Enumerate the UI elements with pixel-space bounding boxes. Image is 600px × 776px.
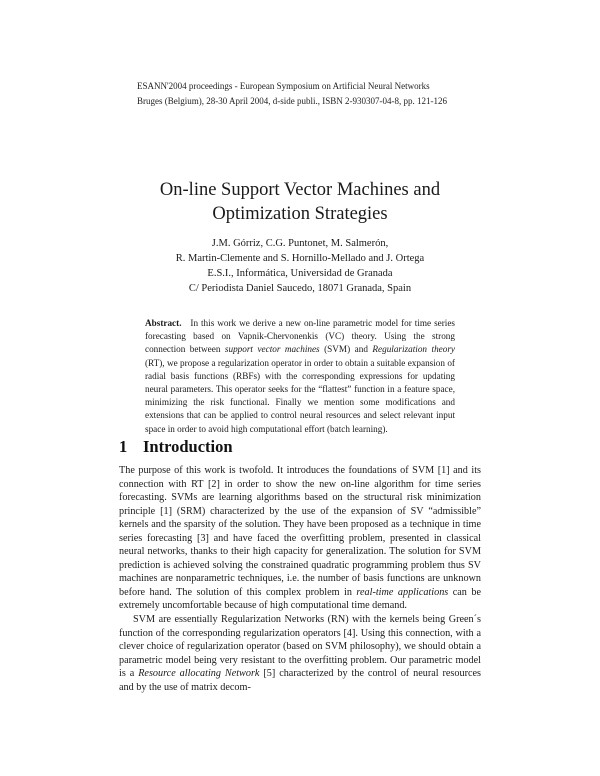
paragraph-2-text-a: SVM are essentially Regularization Networks (RN) with the kernels being Green´s function of the corresponding regularization operators [4]. Using this connection, with a clever choice of regularization operator (based on SVM philosophy), we should obtain a parametric model being very resistant to the overfitting problem. Our parametric model is a bbox=[119, 614, 481, 680]
paragraph-1-text-b: can be extremely uncomfortable because of high computational time demand. bbox=[119, 586, 481, 612]
section-title: Introduction bbox=[143, 437, 233, 456]
abstract bbox=[145, 317, 455, 436]
abstract-text-2: (SVM) and bbox=[319, 344, 373, 355]
authors-line-1: J.M. Górriz, C.G. Puntonet, M. Salmerón, bbox=[211, 238, 389, 249]
header-line-1: ESANN'2004 proceedings - European Symposium on Artificial Neural Networks bbox=[137, 81, 430, 91]
abstract-emphasis-svm: support vector machines bbox=[224, 344, 320, 355]
paragraph-2-text-b: [5] characterized by the control of neural resources and by the use of matrix decom- bbox=[119, 668, 481, 693]
paragraph-2 bbox=[119, 613, 481, 694]
paragraph-1 bbox=[119, 464, 481, 613]
abstract-label: Abstract. bbox=[145, 318, 182, 328]
proceedings-header bbox=[137, 79, 477, 109]
header-line-2: Bruges (Belgium), 28-30 April 2004, d-side publi., ISBN 2-930307-04-8, pp. 121-126 bbox=[137, 96, 447, 106]
body-text bbox=[119, 464, 481, 694]
affiliation-line: E.S.I., Informática, Universidad de Granada bbox=[207, 268, 393, 279]
paragraph-1-text-a: The purpose of this work is twofold. It introduces the foundations of SVM [1] and its connection with RT [2] in order to show the new on-line algorithm for time series forecasting. SVMs are learning algorithms based on the structural risk minimization principle [1] (SRM) characterized by the use of the expansion of SV “admissible” kernels and the sparsity of the solution. They have been proposed as a technique in time series forecasting [3] and have faced the overfitting problem, presented in classical neural networks, thanks to their high capacity for generalization. The solution for SVM prediction is achieved solving the constrained quadratic programming problem thus SV machines are nonparametric techniques, i.e. the number of basis functions are unknown before hand. The solution of this complex problem in bbox=[119, 465, 481, 598]
address-line: C/ Periodista Daniel Saucedo, 18071 Granada, Spain bbox=[188, 283, 412, 294]
paragraph-2-emphasis: Resource allocating Network bbox=[138, 668, 260, 680]
author-block bbox=[0, 236, 600, 296]
title-line-1: On-line Support Vector Machines and bbox=[159, 180, 441, 200]
authors-line-2: R. Martin-Clemente and S. Hornillo-Mellado and J. Ortega bbox=[175, 253, 425, 264]
abstract-text-3: (RT), we propose a regularization operator in order to obtain a suitable expansion of radial basis functions (RBFs) with the corresponding expressions for updating neural parameters. This operator seeks for the “flattest” function in a feature space, minimizing the risk functional. Finally we mention some modifications and extensions that can be applied to control neural resources and select relevant input space in order to avoid high computational effort (batch learning). bbox=[145, 357, 455, 434]
title-line-2: Optimization Strategies bbox=[212, 204, 388, 224]
paper-title bbox=[0, 178, 600, 226]
section-number: 1 bbox=[119, 437, 128, 456]
section-heading bbox=[119, 437, 233, 457]
paragraph-1-emphasis: real-time applications bbox=[356, 586, 449, 598]
abstract-text-1: In this work we derive a new on-line parametric model for time series forecasting based on Vapnik-Chervonenkis (VC) theory. Using the strong connection between bbox=[145, 318, 456, 355]
abstract-emphasis-rt: Regularization theory bbox=[372, 344, 455, 355]
